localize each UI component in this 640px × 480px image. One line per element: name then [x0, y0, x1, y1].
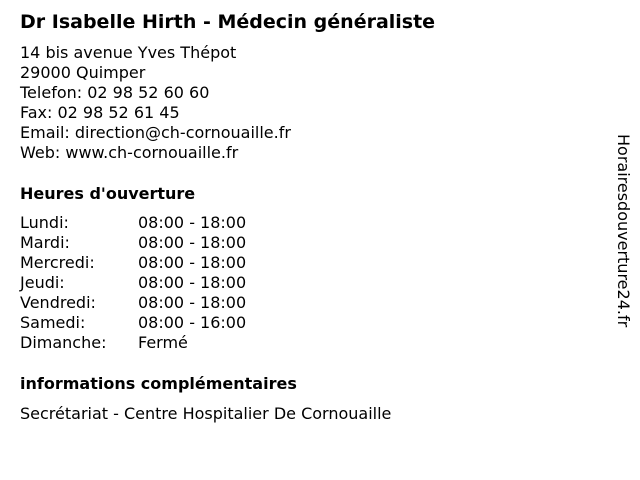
- opening-hours-heading: Heures d'ouverture: [20, 184, 196, 203]
- hours-value: 08:00 - 16:00: [138, 313, 247, 332]
- site-watermark: Horairesdouverture24.fr: [614, 134, 633, 328]
- address-line: 14 bis avenue Yves Thépot: [20, 43, 237, 62]
- opening-hours-table: [20, 213, 246, 353]
- hours-row-tuesday: [20, 233, 246, 253]
- email-line: Email: direction@ch-cornouaille.fr: [20, 123, 291, 142]
- day-label: Mercredi:: [20, 253, 95, 272]
- contact-block: [20, 43, 291, 163]
- hours-value: 08:00 - 18:00: [138, 233, 247, 252]
- hours-row-wednesday: [20, 253, 246, 273]
- hours-value: 08:00 - 18:00: [138, 213, 247, 232]
- day-label: Vendredi:: [20, 293, 96, 312]
- hours-value: Fermé: [138, 333, 188, 352]
- day-label: Lundi:: [20, 213, 69, 232]
- additional-info-heading: informations complémentaires: [20, 374, 297, 393]
- hours-value: 08:00 - 18:00: [138, 293, 247, 312]
- day-label: Mardi:: [20, 233, 70, 252]
- hours-row-friday: [20, 293, 246, 313]
- hours-row-saturday: [20, 313, 246, 333]
- day-label: Samedi:: [20, 313, 86, 332]
- phone-line: Telefon: 02 98 52 60 60: [20, 83, 210, 102]
- page-title: Dr Isabelle Hirth - Médecin généraliste: [20, 11, 436, 33]
- additional-info-text: Secrétariat - Centre Hospitalier De Cornouaille: [20, 404, 392, 423]
- day-label: Dimanche:: [20, 333, 107, 352]
- hours-row-monday: [20, 213, 246, 233]
- hours-value: 08:00 - 18:00: [138, 273, 247, 292]
- hours-value: 08:00 - 18:00: [138, 253, 247, 272]
- city-line: 29000 Quimper: [20, 63, 146, 82]
- web-line: Web: www.ch-cornouaille.fr: [20, 143, 239, 162]
- fax-line: Fax: 02 98 52 61 45: [20, 103, 180, 122]
- day-label: Jeudi:: [20, 273, 65, 292]
- hours-row-sunday: [20, 333, 246, 353]
- hours-row-thursday: [20, 273, 246, 293]
